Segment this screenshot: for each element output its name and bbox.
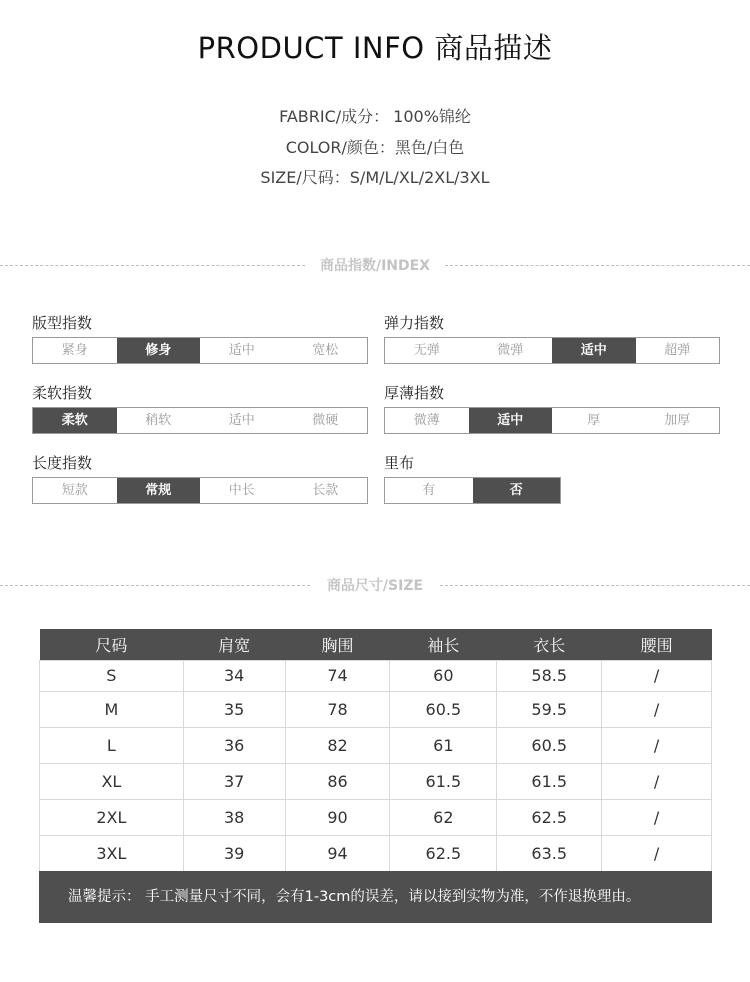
- index-divider: [0, 255, 750, 275]
- index-option: 无弹: [413, 343, 440, 358]
- table-row: [40, 763, 712, 799]
- index-option: 微弹: [497, 343, 524, 358]
- table-cell: 60.5: [390, 691, 497, 727]
- index-option: 超弹: [664, 343, 691, 358]
- index-group-name: 长度指数: [32, 454, 93, 472]
- table-cell: 62.5: [390, 835, 497, 871]
- table-cell: 90: [285, 799, 390, 835]
- index-scale: [32, 407, 368, 434]
- size-table-body: [40, 660, 712, 871]
- spec-label: SIZE/尺码：: [260, 168, 350, 187]
- table-cell: /: [602, 660, 712, 691]
- table-cell: 38: [183, 799, 285, 835]
- table-cell: 35: [183, 691, 285, 727]
- table-cell: 36: [183, 727, 285, 763]
- index-option: 有: [422, 483, 436, 498]
- spec-value: S/M/L/XL/2XL/3XL: [349, 168, 490, 187]
- index-group-thickness: [384, 382, 720, 434]
- column-header: 肩宽: [183, 629, 285, 660]
- column-header: 腰围: [602, 629, 712, 660]
- index-option: 宽松: [312, 343, 339, 358]
- table-cell: 60.5: [497, 727, 602, 763]
- index-option-selected: 适中: [469, 408, 553, 433]
- page-title: PRODUCT INFO 商品描述: [197, 31, 553, 65]
- table-cell: M: [40, 691, 184, 727]
- index-option-selected: 柔软: [33, 408, 117, 433]
- table-cell: XL: [40, 763, 184, 799]
- table-cell: /: [602, 835, 712, 871]
- table-row: [40, 799, 712, 835]
- index-group-elasticity: [384, 312, 720, 364]
- table-cell: /: [602, 799, 712, 835]
- table-cell: 62.5: [497, 799, 602, 835]
- table-cell: 61.5: [497, 763, 602, 799]
- table-cell: 3XL: [40, 835, 184, 871]
- spec-value: 黑色/白色: [394, 138, 465, 157]
- spec-fabric: [0, 104, 750, 127]
- index-option: 中长: [228, 483, 255, 498]
- table-cell: 94: [285, 835, 390, 871]
- index-option: 厚: [587, 413, 601, 428]
- index-option: 紧身: [61, 343, 88, 358]
- index-group-lining: [384, 452, 720, 504]
- column-header: 尺码: [40, 629, 184, 660]
- spec-label: FABRIC/成分：: [279, 107, 390, 126]
- column-header: 胸围: [285, 629, 390, 660]
- table-cell: 82: [285, 727, 390, 763]
- index-option-selected: 常规: [117, 478, 201, 503]
- index-heading: 商品指数/INDEX: [312, 258, 438, 274]
- index-group-name: 厚薄指数: [384, 384, 445, 402]
- table-row: [40, 727, 712, 763]
- spec-label: COLOR/颜色：: [285, 138, 395, 157]
- table-cell: 74: [285, 660, 390, 691]
- table-cell: /: [602, 763, 712, 799]
- size-divider: [0, 575, 750, 595]
- table-cell: 61: [390, 727, 497, 763]
- index-group-name: 里布: [384, 454, 415, 472]
- index-group-name: 版型指数: [32, 314, 93, 332]
- table-cell: L: [40, 727, 184, 763]
- index-option: 适中: [228, 343, 255, 358]
- table-cell: /: [602, 691, 712, 727]
- index-option: 加厚: [664, 413, 691, 428]
- index-option: 短款: [61, 483, 88, 498]
- index-option: 微薄: [413, 413, 440, 428]
- index-option-selected: 否: [473, 478, 561, 503]
- size-heading: 商品尺寸/SIZE: [319, 578, 431, 594]
- table-cell: 62: [390, 799, 497, 835]
- index-option-selected: 修身: [117, 338, 201, 363]
- index-option: 适中: [228, 413, 255, 428]
- index-option: 长款: [312, 483, 339, 498]
- table-cell: S: [40, 660, 184, 691]
- notice-banner: 温馨提示： 手工测量尺寸不同，会有1-3cm的误差，请以接到实物为准，不作退换理由。: [39, 871, 712, 923]
- size-table: [39, 629, 712, 872]
- index-group-fit: [32, 312, 368, 364]
- index-scale: [384, 477, 561, 504]
- column-header: 袖长: [390, 629, 497, 660]
- spec-color: [0, 135, 750, 158]
- column-header: 衣长: [497, 629, 602, 660]
- table-cell: 60: [390, 660, 497, 691]
- table-cell: 63.5: [497, 835, 602, 871]
- index-scale: [384, 407, 720, 434]
- table-row: [40, 660, 712, 691]
- table-cell: 2XL: [40, 799, 184, 835]
- table-cell: 86: [285, 763, 390, 799]
- size-table-header: [40, 629, 712, 660]
- table-cell: 37: [183, 763, 285, 799]
- index-scale: [32, 337, 368, 364]
- table-cell: 34: [183, 660, 285, 691]
- index-option: 微硬: [312, 413, 339, 428]
- table-cell: 58.5: [497, 660, 602, 691]
- spec-size: [0, 165, 750, 188]
- table-cell: 39: [183, 835, 285, 871]
- table-cell: 59.5: [497, 691, 602, 727]
- table-row: [40, 835, 712, 871]
- index-group-name: 弹力指数: [384, 314, 445, 332]
- index-scale: [384, 337, 720, 364]
- index-group-name: 柔软指数: [32, 384, 93, 402]
- table-cell: /: [602, 727, 712, 763]
- table-cell: 61.5: [390, 763, 497, 799]
- index-group-softness: [32, 382, 368, 434]
- spec-value: 100%锦纶: [393, 107, 471, 126]
- table-cell: 78: [285, 691, 390, 727]
- table-row: [40, 691, 712, 727]
- index-option: 稍软: [145, 413, 172, 428]
- index-group-length: [32, 452, 368, 504]
- index-scale: [32, 477, 368, 504]
- index-option-selected: 适中: [552, 338, 636, 363]
